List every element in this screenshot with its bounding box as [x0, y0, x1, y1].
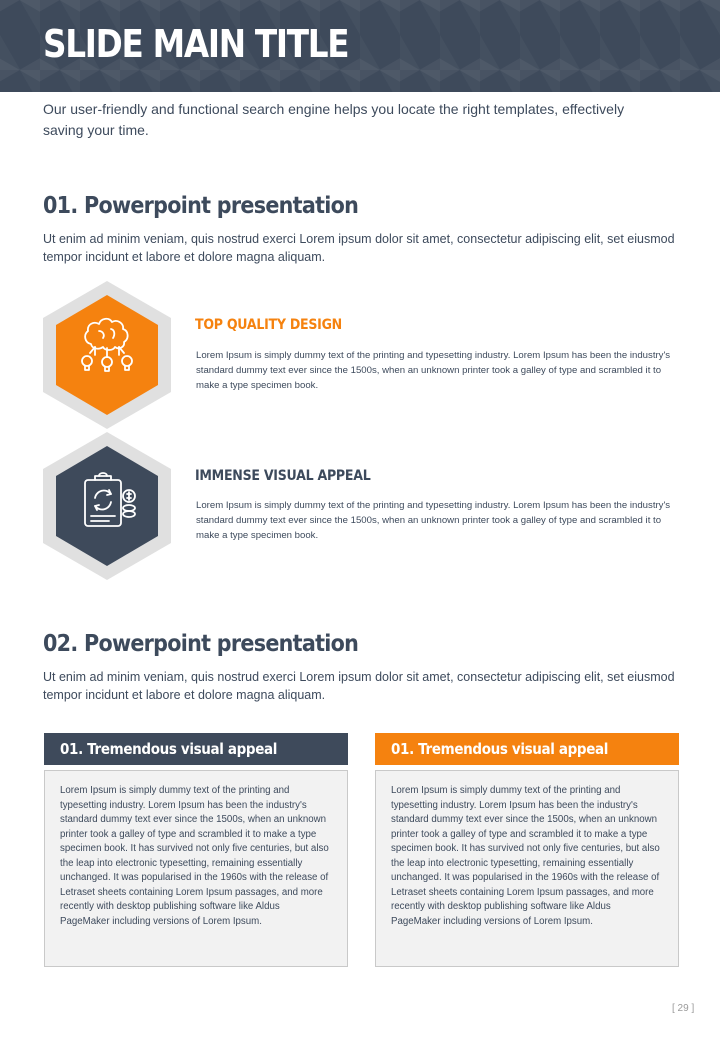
- feature1-text: Lorem Ipsum is simply dummy text of the printing and typesetting industry. Lorem Ipsum has been the industry's standard dummy text ever since the 1500s, when an unknown printer took a galley of type and scrambled it to make a type specimen book.: [196, 350, 671, 391]
- feature2-text: Lorem Ipsum is simply dummy text of the printing and typesetting industry. Lorem Ipsum has been the industry's standard dummy text ever since the 1500s, when an unknown printer took a galley of type and scrambled it to make a type specimen book.: [196, 500, 671, 541]
- feature1-title: TOP QUALITY DESIGN: [195, 317, 342, 333]
- feature2-title: IMMENSE VISUAL APPEAL: [195, 468, 371, 484]
- card2-title: 01. Tremendous visual appeal: [391, 740, 609, 758]
- intro-text: Our user-friendly and functional search engine helps you locate the right templates, effectively saving your time.: [43, 101, 625, 138]
- section2-title: 02. Powerpoint presentation: [43, 631, 359, 657]
- page-number: [ 29 ]: [672, 1003, 695, 1014]
- card2-body: [375, 770, 679, 967]
- section1-title: 01. Powerpoint presentation: [43, 193, 359, 219]
- card1-header: [44, 733, 348, 765]
- feature2-hexagon: [43, 432, 171, 580]
- section1-text: Ut enim ad minim veniam, quis nostrud exerci Lorem ipsum dolor sit amet, consectetur adipiscing elit, set eiusmod tempor incidunt et labore et dolore magna aliquam.: [43, 232, 675, 264]
- slide-title: SLIDE MAIN TITLE: [43, 22, 349, 66]
- card1-body: [44, 770, 348, 967]
- card2-text: Lorem Ipsum is simply dummy text of the printing and typesetting industry. Lorem Ipsum has been the industry's standard dummy text ever since the 1500s, when an unknown printer took a galley of type and scrambled it to make a type specimen book. It has survived not only five centuries, but also the leap into electronic typesetting, remaining essentially unchanged. It was popularised in the 1960s with the release of Letraset sheets containing Lorem Ipsum passages, and more recently with desktop publishing software like Aldus PageMaker including versions of Lorem Ipsum.: [391, 785, 660, 927]
- card1-title: 01. Tremendous visual appeal: [60, 740, 278, 758]
- feature1-hexagon: [43, 281, 171, 429]
- section2-text: Ut enim ad minim veniam, quis nostrud exerci Lorem ipsum dolor sit amet, consectetur adipiscing elit, set eiusmod tempor incidunt et labore et dolore magna aliquam.: [43, 670, 675, 702]
- card1-text: Lorem Ipsum is simply dummy text of the printing and typesetting industry. Lorem Ipsum has been the industry's standard dummy text ever since the 1500s, when an unknown printer took a galley of type and scrambled it to make a type specimen book. It has survived not only five centuries, but also the leap into electronic typesetting, remaining essentially unchanged. It was popularised in the 1960s with the release of Letraset sheets containing Lorem Ipsum passages, and more recently with desktop publishing software like Aldus PageMaker including versions of Lorem Ipsum.: [60, 785, 329, 927]
- card2-header: [375, 733, 679, 765]
- header-banner: [0, 0, 720, 92]
